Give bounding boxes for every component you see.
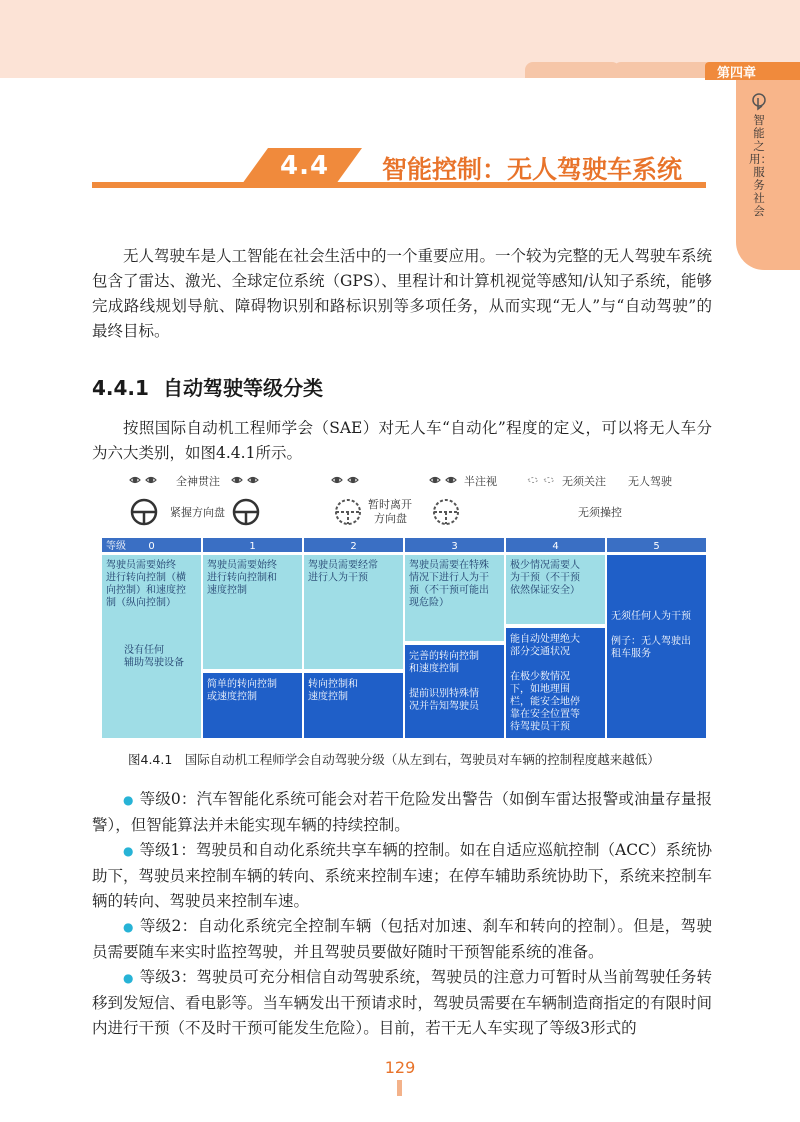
page-tick (397, 1080, 402, 1096)
human-text: 速度控制 (207, 585, 247, 596)
machine-text: 无须任何人为干预 (611, 611, 691, 622)
label-temp-release-2: 方向盘 (374, 512, 407, 525)
machine-text: 靠在安全位置等 (510, 709, 580, 720)
section-title: 智能控制：无人驾驶车系统 (382, 155, 683, 184)
touch-hand-icon (749, 92, 769, 112)
human-text: 依然保证安全） (510, 585, 580, 596)
bullet-dot-icon: ● (123, 793, 134, 807)
machine-text: 转向控制和 (308, 679, 358, 690)
machine-text: 和速度控制 (409, 663, 459, 675)
machine-text: 下，如地理围 (510, 684, 570, 695)
level0-extra-text: 没有任何 (124, 645, 164, 656)
subsection-number: 4.4.1 (92, 376, 149, 400)
machine-text: 部分交通状况 (510, 646, 570, 658)
human-text: 现危险） (409, 597, 449, 609)
section-number: 4.4 (280, 151, 330, 181)
bullet-dot-icon: ● (123, 920, 134, 934)
machine-text: 速度控制 (308, 691, 348, 703)
subsection-heading (92, 372, 337, 401)
bullet-dot-icon: ● (123, 971, 134, 985)
level-number: 1 (249, 541, 256, 552)
human-text: 进行转向控制和 (207, 572, 277, 584)
human-text: 驾驶员需要在特殊 (409, 560, 489, 571)
subsection-intro (92, 416, 712, 466)
machine-text: 能自动处理绝大 (510, 634, 580, 645)
section-heading (92, 148, 706, 188)
level-number: 2 (350, 541, 357, 552)
subsection-title: 自动驾驶等级分类 (162, 376, 323, 400)
level-item-2 (92, 914, 712, 965)
sae-levels-figure (92, 470, 712, 740)
label-grip-wheel: 紧握方向盘 (170, 506, 225, 519)
machine-text: 例子：无人驾驶出 (611, 636, 691, 647)
figure-caption: 图4.4.1 国际自动机工程师学会自动驾驶分级（从左到右，驾驶员对车辆的控制程度越来越低） (128, 752, 660, 767)
machine-text: 在极少数情况 (510, 671, 570, 683)
human-text: 向控制）和速度控 (106, 585, 186, 596)
human-text: 预（不干预可能出 (409, 585, 489, 596)
intro-text: 无人驾驶车是人工智能在社会生活中的一个重要应用。一个较为完整的无人驾驶车系统包含了雷达、激光、全球定位系统（GPS）、里程计和计算机视觉等感知/认知子系统，能够完成路线规划导航、障碍物识别和路标识别等多项任务，从而实现“无人”与“自动驾驶”的最终目标。 (92, 247, 713, 340)
side-title: 智能之用：服务社会 (749, 113, 772, 218)
level-number: 3 (451, 541, 458, 552)
chapter-tab[interactable] (705, 62, 800, 80)
human-text: 驾驶员需要始终 (207, 560, 277, 571)
bullet-dot-icon: ● (123, 844, 134, 858)
machine-text: 简单的转向控制 (207, 679, 277, 690)
human-text: 驾驶员需要始终 (106, 560, 176, 571)
human-text: 情况下进行人为干 (409, 572, 489, 584)
subsection-intro-text: 按照国际自动机工程师学会（SAE）对无人车“自动化”程度的定义，可以将无人车分为六大类别，如图4.4.1所示。 (92, 419, 712, 462)
human-text: 制（纵向控制） (106, 597, 176, 609)
label-no-control: 无须操控 (578, 506, 622, 519)
level-item-0 (92, 787, 712, 838)
label-unmanned: 无人驾驶 (628, 475, 672, 488)
level-item-1 (92, 838, 712, 914)
label-full-attention: 全神贯注 (176, 475, 220, 488)
level-number: 4 (552, 541, 559, 552)
machine-text: 栏，能安全地停 (510, 696, 580, 708)
human-text: 为干预（不干预 (510, 572, 580, 584)
level-descriptions (92, 787, 712, 1041)
level0-extra-text: 辅助驾驶设备 (124, 657, 184, 669)
label-no-attention: 无须关注 (562, 475, 606, 488)
level-number: 0 (148, 541, 155, 552)
label-temp-release-1: 暂时离开 (368, 498, 412, 511)
human-text: 驾驶员需要经常 (308, 560, 378, 571)
page-number: 129 (384, 1058, 416, 1077)
level-2-text: 等级2：自动化系统完全控制车辆（包括对加速、刹车和转向的控制）。但是，驾驶员需要随车来实时监控驾驶，并且驾驶员要做好随时干预智能系统的准备。 (92, 917, 712, 961)
machine-text: 待驾驶员干预 (510, 721, 570, 733)
machine-text: 提前识别特殊情 (409, 688, 479, 700)
human-text: 极少情况需要人 (510, 560, 580, 571)
machine-text: 租车服务 (611, 648, 651, 660)
machine-text: 完善的转向控制 (409, 651, 479, 662)
level-3-text: 等级3：驾驶员可充分相信自动驾驶系统，驾驶员的注意力可暂时从当前驾驶任务转移到发短信、看电影等。当车辆发出干预请求时，驾驶员需要在车辆制造商指定的有限时间内进行干预（不及时干预可能发生危险）。目前，若干无人车实现了等级3形式的 (92, 968, 713, 1037)
human-text: 进行转向控制（横 (106, 572, 186, 584)
machine-text: 况并告知驾驶员 (409, 701, 479, 712)
chapter-label: 第四章 (717, 65, 757, 81)
level-item-3 (92, 965, 712, 1041)
level-number: 5 (653, 541, 660, 552)
human-text: 进行人为干预 (308, 572, 368, 584)
machine-text: 或速度控制 (207, 691, 257, 703)
label-half-attention: 半注视 (464, 475, 497, 488)
level-0-text: 等级0：汽车智能化系统可能会对若干危险发出警告（如倒车雷达报警或油量存量报警），但智能算法并未能实现车辆的持续控制。 (92, 790, 712, 834)
level-label: 等级 (106, 541, 126, 552)
intro-paragraph (92, 244, 712, 344)
level-1-text: 等级1：驾驶员和自动化系统共享车辆的控制。如在自适应巡航控制（ACC）系统协助下，驾驶员来控制车辆的转向、系统来控制车速；在停车辅助系统协助下，系统来控制车辆的转向、驾驶员来控制车速。 (92, 841, 713, 910)
